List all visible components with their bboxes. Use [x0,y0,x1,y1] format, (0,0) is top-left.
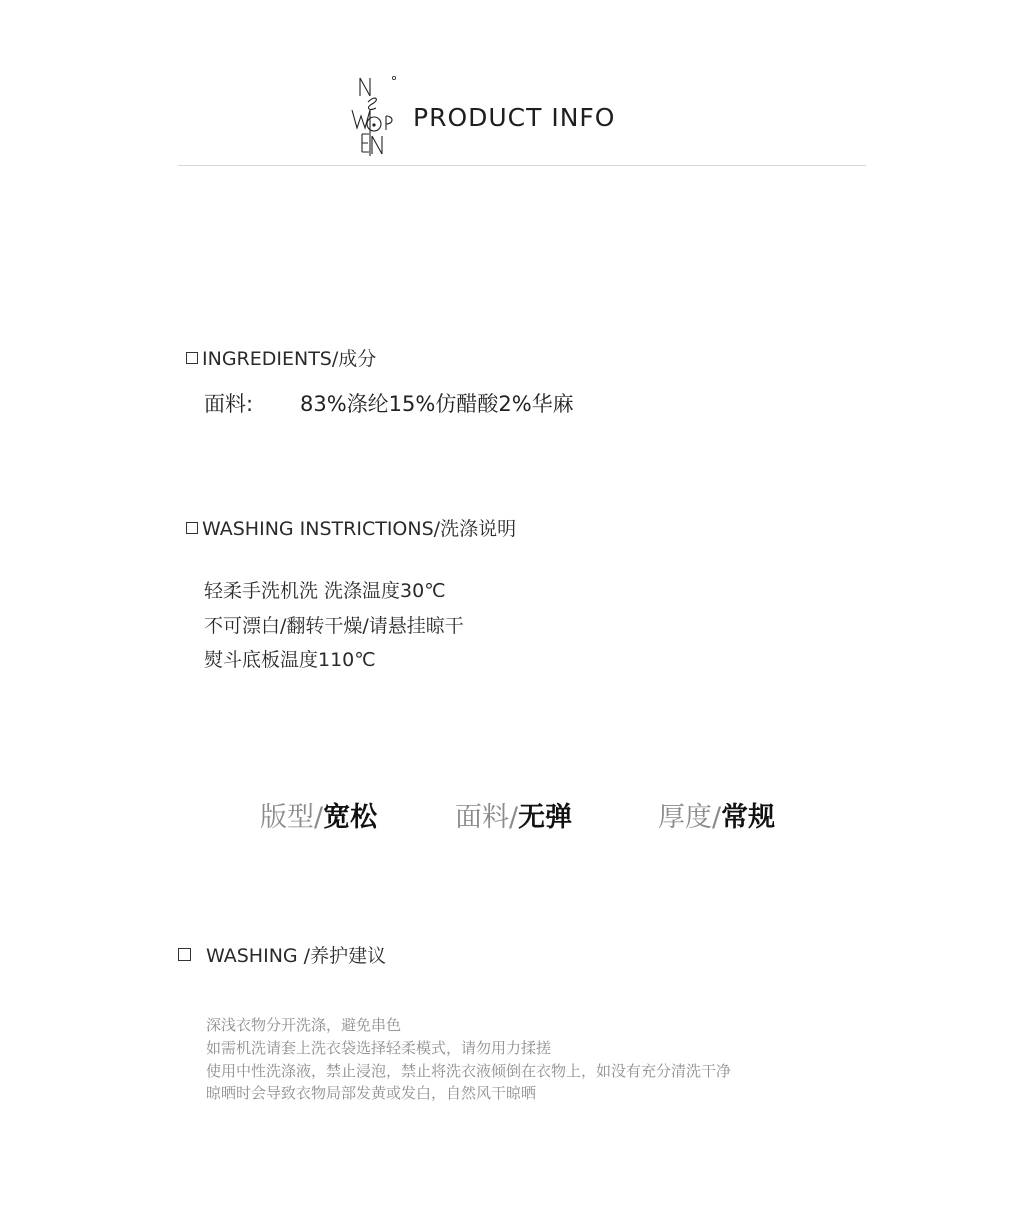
care-heading [178,941,386,968]
care-line: 如需机洗请套上洗衣袋选择轻柔模式，请勿用力揉搓 [206,1039,552,1057]
attribute-value: 常规 [721,802,776,833]
ingredients-heading [186,344,376,371]
attribute-value: 宽松 [323,802,378,833]
page-title: PRODUCT INFO [413,103,616,132]
header-divider [178,165,866,166]
attribute-thickness [658,795,775,834]
wash-instruction-line: 轻柔手洗机洗 洗涤温度30℃ [204,580,446,602]
attribute-label: 厚度/ [658,802,722,833]
fabric-label: 面料: [204,392,254,416]
wash-instruction-line: 不可漂白/翻转干燥/请悬挂晾干 [204,615,464,637]
care-heading-text: WASHING /养护建议 [206,945,387,967]
checkbox-icon [178,948,191,961]
checkbox-icon [186,522,198,534]
washing-instructions-heading-text: WASHING INSTRICTIONS/洗涤说明 [202,518,517,540]
attribute-label: 版型/ [260,802,324,833]
care-line: 使用中性洗涤液，禁止浸泡，禁止将洗衣液倾倒在衣物上，如没有充分清洗干净 [206,1062,732,1080]
attribute-stretch [455,795,572,834]
fabric-row [204,388,574,418]
newowen-logo-icon [348,72,412,160]
care-line: 晾晒时会导致衣物局部发黄或发白，自然风干晾晒 [206,1084,537,1102]
checkbox-icon [186,352,198,364]
attribute-fit [260,795,377,834]
attribute-value: 无弹 [518,802,573,833]
ingredients-heading-text: INGREDIENTS/成分 [202,348,377,370]
attribute-label: 面料/ [455,802,519,833]
wash-instruction-line: 熨斗底板温度110℃ [204,649,376,671]
care-line: 深浅衣物分开洗涤，避免串色 [206,1016,402,1034]
washing-instructions-heading [186,514,516,541]
fabric-value: 83%涤纶15%仿醋酸2%华麻 [300,392,574,416]
